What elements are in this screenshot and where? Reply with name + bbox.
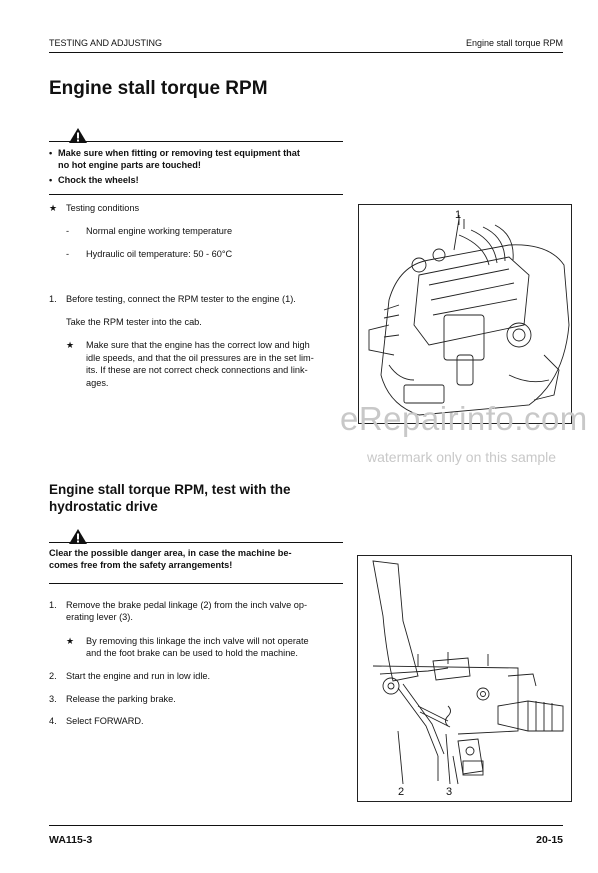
step-text: erating lever (3). bbox=[66, 612, 133, 622]
injection-pump-drawing bbox=[359, 205, 572, 424]
page-number: 20-15 bbox=[536, 834, 563, 846]
warning2-line1: Clear the possible danger area, in case the machine be- bbox=[49, 548, 292, 558]
step-number: 1. bbox=[49, 294, 57, 304]
warning-text-1b: no hot engine parts are touched! bbox=[58, 160, 201, 170]
header-rule bbox=[49, 52, 563, 53]
note-line-4: ages. bbox=[86, 377, 109, 388]
step-number: 4. bbox=[49, 716, 57, 726]
warning2-rule-top bbox=[49, 542, 343, 543]
conditions-label: Testing conditions bbox=[66, 203, 140, 213]
warning2-line2: comes free from the safety arrangements! bbox=[49, 560, 233, 570]
condition-dash-2: - bbox=[66, 249, 70, 259]
condition-dash-1: - bbox=[66, 226, 70, 236]
condition-item-2: Hydraulic oil temperature: 50 - 60°C bbox=[86, 249, 233, 259]
note-line-2: and the foot brake can be used to hold the machine. bbox=[86, 648, 298, 658]
warning-rule-bottom bbox=[49, 194, 343, 195]
condition-item-1: Normal engine working temperature bbox=[86, 226, 233, 236]
step-number: 2. bbox=[49, 671, 57, 681]
warning-rule-top bbox=[49, 141, 343, 142]
watermark-site: eRepairinfo.com bbox=[340, 400, 588, 437]
section2-title-line2: hydrostatic drive bbox=[49, 499, 158, 514]
warning-text-1: Make sure when fitting or removing test equipment that bbox=[58, 148, 300, 158]
pedal-linkage-drawing bbox=[358, 556, 572, 802]
figure-callout-2: 2 bbox=[398, 786, 405, 798]
footer-rule bbox=[49, 825, 563, 826]
warning-bullet-1: • bbox=[49, 148, 53, 158]
figure-callout-1: 1 bbox=[455, 209, 462, 221]
warning-text-2: Chock the wheels! bbox=[58, 175, 139, 185]
watermark-note: watermark only on this sample bbox=[367, 449, 557, 465]
figure-callout-3: 3 bbox=[446, 786, 453, 798]
step-text: Start the engine and run in low idle. bbox=[66, 671, 211, 681]
running-header-right: Engine stall torque RPM bbox=[465, 38, 563, 48]
step-text: Before testing, connect the RPM tester to the engine (1). bbox=[66, 294, 296, 304]
pedal-linkage-figure bbox=[357, 555, 572, 802]
step-number: 1. bbox=[49, 600, 57, 610]
section-title: Engine stall torque RPM bbox=[49, 78, 268, 99]
step-subtext: Take the RPM tester into the cab. bbox=[66, 317, 202, 327]
step-number: 3. bbox=[49, 694, 57, 704]
engine-figure bbox=[358, 204, 572, 424]
note-line-1: Make sure that the engine has the correct low and high bbox=[86, 340, 310, 350]
section2-title-line1: Engine stall torque RPM, test with the bbox=[49, 482, 291, 497]
warning-triangle-icon bbox=[68, 127, 88, 144]
note-line-3: its. If these are not correct check connections and link- bbox=[86, 365, 308, 375]
warning-bullet-2: • bbox=[49, 175, 53, 185]
warning-triangle-icon bbox=[68, 528, 88, 545]
note-star-icon: ★ bbox=[66, 636, 75, 646]
step-text: Release the parking brake. bbox=[66, 694, 176, 704]
note-line-1: By removing this linkage the inch valve will not operate bbox=[86, 636, 309, 646]
star-icon: ★ bbox=[49, 203, 58, 213]
footer-model: WA115-3 bbox=[49, 834, 93, 846]
note-line-2: idle speeds, and that the oil pressures are in the set lim- bbox=[86, 352, 314, 363]
warning2-rule-bottom bbox=[49, 583, 343, 584]
running-header-left: TESTING AND ADJUSTING bbox=[49, 38, 163, 48]
step-text: Remove the brake pedal linkage (2) from the inch valve op- bbox=[66, 600, 308, 610]
step-text: Select FORWARD. bbox=[66, 716, 144, 726]
note-star-icon: ★ bbox=[66, 340, 75, 350]
